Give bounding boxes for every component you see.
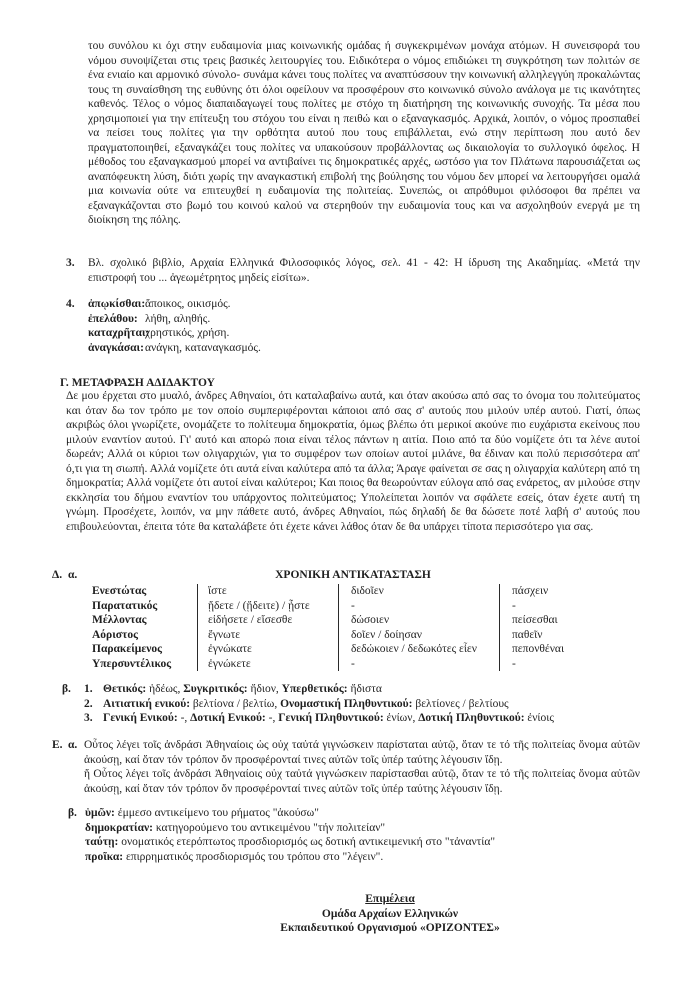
- greek-version-1: Οὗτος λέγει τοῖς ἀνδράσι Ἀθηναίοις ὡς οὐχ ταὐτά γιγνώσκειν παρίσταται αὐτῷ, ὅταν τε τό τῆς πολιτείας ὄνομα αὐτῶν ἀκούσῃ, καί ὅταν τόν τρόπον ὅν προσφέρονταί τινες αὐτῶν τοῖς ὑπέρ ταύτης λέγουσιν ἴδῃ.: [84, 739, 640, 766]
- section-e-letter: Ε.: [52, 739, 63, 751]
- syntax-term: ταύτῃ:: [85, 836, 119, 848]
- table-cell: πάσχειν: [512, 585, 549, 597]
- table-cell: διδοῖεν: [339, 584, 500, 599]
- syntax-description: ονοματικός ετερόπτωτος προσδιορισμός ως δοτική αντικειμενική στο "τἀναντία": [118, 836, 496, 848]
- tense-row: [90, 642, 652, 657]
- vocab-term: ἐπελάθου:: [88, 312, 138, 325]
- section-c-title: ΜΕΤΑΦΡΑΣΗ ΑΔΙΔΑΚΤΟΥ: [71, 377, 215, 389]
- tense-table: [90, 584, 652, 671]
- vocab-definition: ἄποικος, οικισμός.: [145, 298, 231, 310]
- section-d-beta-label: β.: [62, 683, 71, 695]
- section-c-letter: Γ.: [60, 377, 69, 389]
- comparison-list: [84, 682, 640, 726]
- translation-paragraph: Δε μου έρχεται στο μυαλό, άνδρες Αθηναίοι, ότι καταλαβαίνω αυτά, και όταν ακούσω από σας το όνομα του πολιτεύματος και όταν δω τον τρόπο με τον οποίο συμπεριφέρονται κάποιοι από σας σ' αυτούς που μιλούν υπέρ αυτού. Γιατί, όπως ακριβώς όλοι γνωρίζετε, ονομάζετε το πολίτευμα δημοκρατία, όμως βλέπω ότι μερικοί ακούνε πιο ευχάριστα εκείνους που μιλούν εναντίον αυτού. Γι' αυτό και απορώ ποια είναι τέλος πάντων η αιτία. Ποιο από τα δύο νομίζετε ότι τα λένε αυτοί δωρεάν; Αλλά οι κύριοι των ολιγαρχιών, για το συμφέρον των οποίων αυτοί μιλάνε, θα έδιναν και πολύ περισσότερα απ' ό,τι για τη σιωπή. Αλλά νομίζετε ότι αυτά είναι καλύτερα από τα άλλα; Άραγε φαίνεται σε σας η ολιγαρχία καλύτερη από τη δημοκρατία; Αλλά νομίζετε ότι αυτοί είναι καλύτεροι; Και ποιος θα θεωρούνταν εύλογα από σας ενάρετος, αν μιλούσε στην εκκλησία του δήμου εναντίον του υπάρχοντος πολιτεύματος; Υπολείπεται λοιπόν να σφάλετε εσείς, όταν έχετε αυτή τη γνώμη. Προσέχετε, λοιπόν, να μην πάθετε αυτό, άνδρες Αθηναίοι, πώς δηλαδή δε θα δώσετε ποτέ λαβή σ' αυτούς που επιβουλεύονται, έπειτα τότε θα καταλάβετε ότι έχετε κάνει λάθος όταν δε θα υπάρχει τίποτα περισσότερο για σας.: [66, 390, 640, 533]
- section-e-text: [84, 738, 640, 796]
- vocab-definition: λήθη, αληθής.: [145, 312, 211, 325]
- syntax-entry: [85, 806, 641, 821]
- table-cell: παθεῖν: [512, 628, 543, 641]
- tense-cell: Παρατατικός: [90, 599, 198, 614]
- item-4: [66, 297, 640, 355]
- syntax-term: προῖκα:: [85, 850, 124, 863]
- vocab-definition: ανάγκη, καταναγκασμός.: [145, 341, 261, 354]
- tense-row: [90, 613, 652, 628]
- table-cell: πείσεσθαι: [512, 614, 558, 626]
- footer: [130, 892, 650, 936]
- table-cell: -: [512, 657, 516, 670]
- list-item-number: 2.: [84, 697, 93, 710]
- syntax-entry: [85, 835, 641, 850]
- list-item: [84, 711, 640, 726]
- footer-title: Επιμέλεια: [365, 893, 415, 905]
- tense-row: [90, 599, 652, 614]
- footer-line: Ομάδα Αρχαίων Ελληνικών: [321, 907, 459, 920]
- syntax-entry: [85, 850, 641, 865]
- syntax-description: επιρρηματικός προσδιορισμός του τρόπου στο "λέγειν".: [123, 850, 384, 863]
- table-cell: ᾔδετε / (ᾔδειτε) / ᾖστε: [198, 599, 339, 614]
- section-d-sublabel: α.: [68, 569, 78, 581]
- intro-paragraph: του συνόλου κι όχι στην ευδαιμονία μιας κοινωνικής ομάδας ή συγκεκριμένων μονάχα ατόμων. Η συνεισφορά του νόμου συνοψίζεται στις τρεις βασικές λειτουργίες του. Ειδικότερα ο νόμος επιδιώκει τη συγκρότηση των πολιτών σε ένα ενιαίο και αρμονικό σύνολο- συνάμα κάνει τους πολίτες να αναπτύσσουν την κοινωνική αλληλεγγύη προκαλώντας τους τη συναίσθηση της ευθύνης ότι όλοι οφείλουν να προσφέρουν στο κοινωνικό σύνολο ανάλογα με τις ικανότητες καθενός. Τέλος ο νόμος διαπαιδαγωγεί τους πολίτες με στόχο τη διατήρηση της κοινωνικής συνοχής. Τα μέσα που χρησιμοποιεί για την επίτευξη του στόχου του είναι η πειθώ και ο εξαναγκασμός. Αρχικά, λοιπόν, ο νόμος προσπαθεί να πείσει τους πολίτες για την ορθότητα αυτού που τους επιβάλλεται, ενώ στην περίπτωση που αυτό δεν πραγματοποιηθεί, εξαναγκάζει τους πολίτες να υπακούσουν προβάλλοντας ως δικαιολογία το συλλογικό όφελος. Η μέθοδος του εξαναγκασμού μπορεί να αντιβαίνει τις δημοκρατικές αρχές, ωστόσο για τον Πλάτωνα παρουσιάζεται ως αναπόφευκτη λύση, διότι χωρίς την αναγκαστική επιβολή της βούλησης του νόμου δεν μπορεί να λειτουργήσει ομαλά μια κοινωνία ούτε να επιτευχθεί η ευδαιμονία της πολιτείας. Συνεπώς, οι απρόθυμοι φιλόσοφοι θα πρέπει να εξαναγκάζονται στο βωμό του κοινού καλού να στερηθούν την ευδαιμονία τους και να ασχοληθούν ενεργά με τη διοίκηση της πόλης.: [88, 40, 640, 226]
- table-cell: πεπονθέναι: [512, 643, 565, 655]
- tense-row: [90, 584, 652, 599]
- syntax-entry: [85, 821, 641, 836]
- syntax-term: ὑμῶν:: [85, 807, 115, 819]
- list-item-number: 3.: [84, 712, 93, 724]
- table-cell: ἴστε: [198, 584, 339, 599]
- table-cell: δώσοιεν: [339, 613, 500, 628]
- table-cell: ἐγνώκετε: [198, 657, 339, 672]
- table-cell: -: [512, 599, 516, 612]
- list-item-text: Αιτιατική ενικού: βελτίονα / βελτίω, Ονομαστική Πληθυντικού: βελτίονες / βελτίους: [103, 697, 509, 710]
- tense-row: [90, 657, 652, 672]
- vocab-term: καταχρῆται:: [88, 327, 150, 339]
- table-cell: ἐγνώκατε: [198, 642, 339, 657]
- tense-cell: Παρακείμενος: [90, 642, 198, 657]
- vocab-entry: [88, 297, 640, 312]
- item-3: [66, 256, 640, 285]
- list-item-text: Γενική Ενικού: -, Δοτική Ενικού: -, Γενική Πληθυντικού: ἐνίων, Δοτική Πληθυντικού: ἐνίοις: [103, 712, 554, 724]
- table-cell: ἔγνωτε: [198, 628, 339, 643]
- item-3-number: 3.: [66, 257, 75, 269]
- table-cell: -: [339, 657, 500, 672]
- vocab-definition: χρηστικός, χρήση.: [145, 327, 230, 339]
- footer-line: Εκπαιδευτικού Οργανισμού «ΟΡΙΖΟΝΤΕΣ»: [280, 922, 500, 934]
- vocab-entry: [88, 326, 640, 341]
- list-item: [84, 682, 640, 697]
- syntax-list: [85, 806, 641, 864]
- table-cell: -: [339, 599, 500, 614]
- syntax-term: δημοκρατίαν:: [85, 821, 153, 834]
- table-cell: δεδώκοιεν / δεδωκότες εἶεν: [339, 642, 500, 657]
- item-3-text: Βλ. σχολικό βιβλίο, Αρχαία Ελληνικά Φιλοσοφικός λόγος, σελ. 41 - 42: Η ίδρυση της Ακαδημίας. «Μετά την επιστροφή του ... ἀγεωμέτρητος μηδείς εἰσίτω».: [88, 257, 640, 284]
- syntax-description: έμμεσο αντικείμενο του ρήματος "ἀκούσω": [114, 807, 319, 819]
- section-e-sublabel: α.: [68, 739, 78, 751]
- tense-cell: Μέλλοντας: [90, 613, 198, 628]
- syntax-description: κατηγορούμενο του αντικειμένου "τήν πολιτείαν": [152, 821, 386, 834]
- table-cell: εἰδήσετε / εἴσεσθε: [198, 613, 339, 628]
- item-4-number: 4.: [66, 298, 75, 310]
- list-item: [84, 697, 640, 712]
- tense-cell: Υπερσυντέλικος: [90, 657, 198, 672]
- tense-row: [90, 628, 652, 643]
- tense-cell: Αόριστος: [90, 628, 198, 643]
- vocab-list: [88, 297, 640, 355]
- section-e-beta-label: β.: [68, 807, 77, 819]
- vocab-entry: [88, 341, 640, 356]
- list-item-number: 1.: [84, 683, 93, 695]
- table-cell: δοῖεν / δοίησαν: [339, 628, 500, 643]
- vocab-entry: [88, 312, 640, 327]
- section-d-letter: Δ.: [52, 569, 63, 581]
- vocab-term: ἀναγκάσαι:: [88, 341, 144, 354]
- vocab-term: ἀπῳκίσθαι:: [88, 298, 146, 310]
- section-d-title: ΧΡΟΝΙΚΗ ΑΝΤΙΚΑΤΑΣΤΑΣΗ: [275, 569, 431, 581]
- greek-version-2: ἤ Οὗτος λέγει τοῖς ἀνδράσι Ἀθηναίοις οὐχ ταὐτά γιγνώσκειν παρίστασθαι αὐτῷ, ὅταν τε τό τῆς πολιτείας ὄνομα αὐτῶν ἀκούσῃ, καί ὅταν τόν τρόπον ὅν προσφέρονταί τινες αὐτῶν τοῖς ὑπέρ ταύτης λέγουσιν ἴδῃ.: [84, 768, 640, 795]
- list-item-text: Θετικός: ἡδέως, Συγκριτικός: ἥδιον, Υπερθετικός: ἥδιστα: [103, 683, 382, 695]
- tense-cell: Ενεστώτας: [90, 584, 198, 599]
